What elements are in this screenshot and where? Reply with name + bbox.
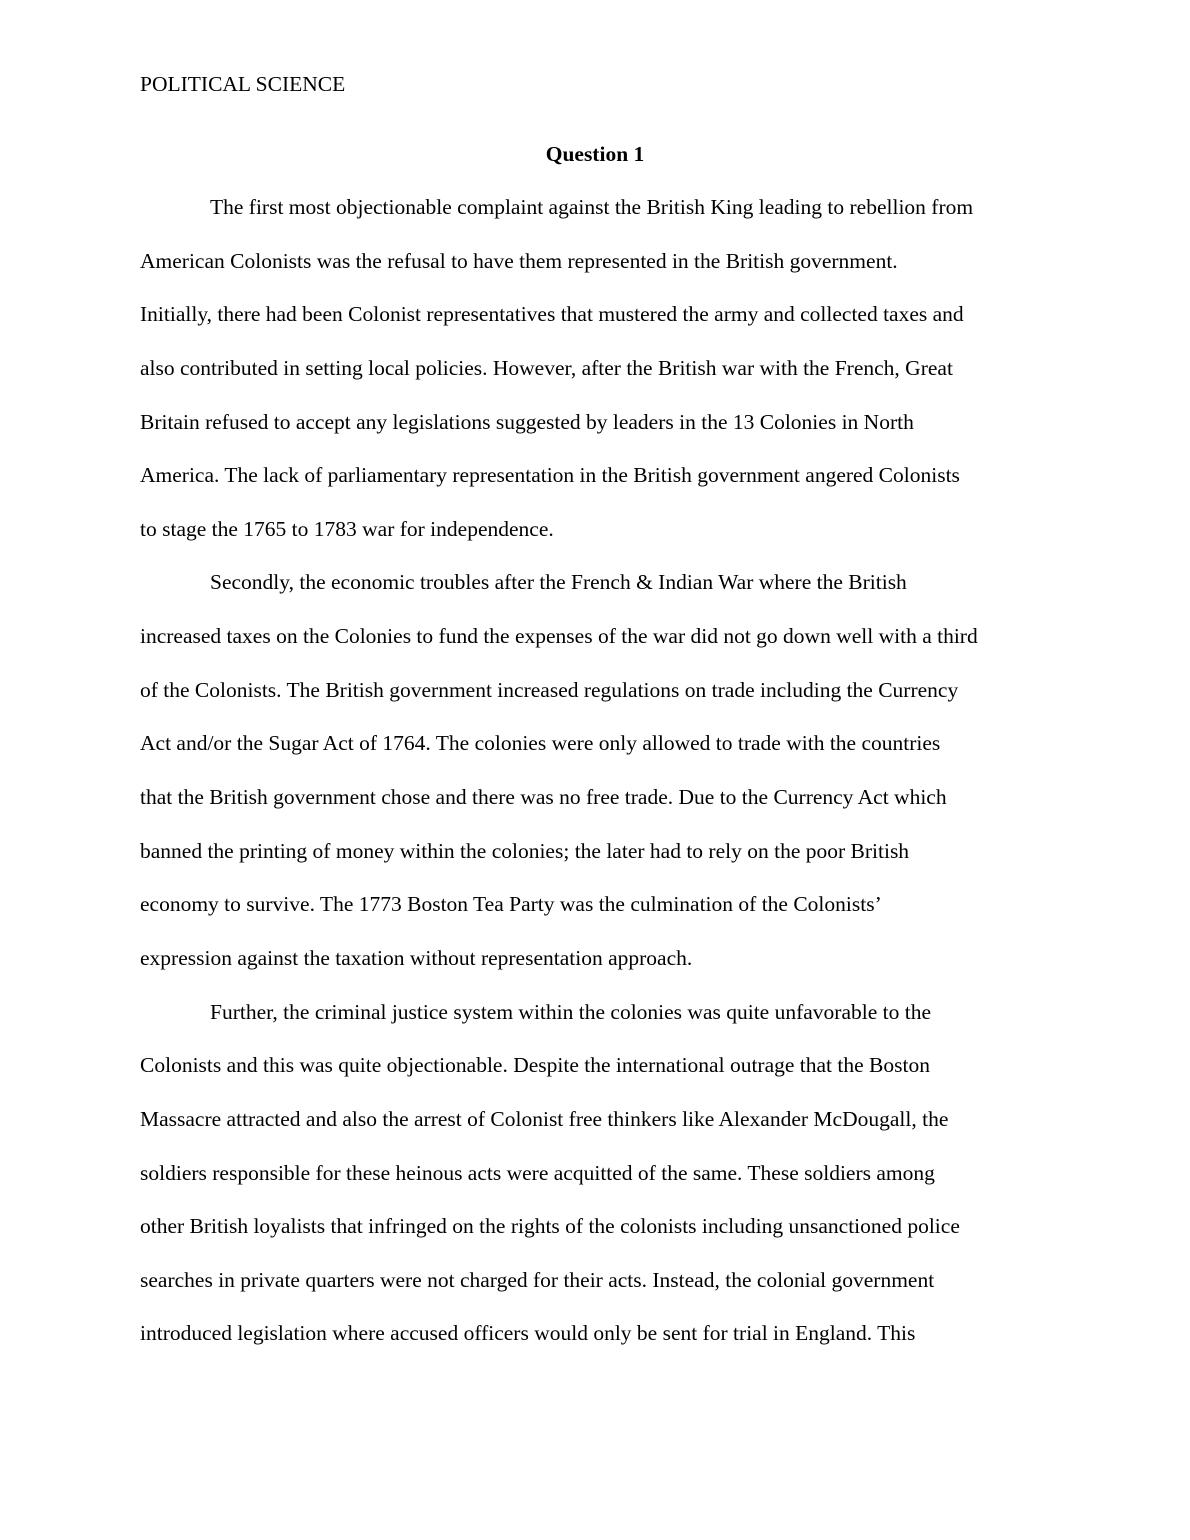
text-line: of the Colonists. The British government increased regulations on trade including the Currency <box>140 677 959 702</box>
question-title: Question 1 <box>545 142 645 166</box>
text-line: Act and/or the Sugar Act of 1764. The colonies were only allowed to trade with the countries <box>140 731 941 756</box>
paragraph-2 <box>140 556 1060 985</box>
text-line: searches in private quarters were not charged for their acts. Instead, the colonial government <box>140 1267 935 1292</box>
text-line: American Colonists was the refusal to have them represented in the British government. <box>140 248 898 273</box>
text-line: Colonists and this was quite objectionable. Despite the international outrage that the Boston <box>140 1053 930 1078</box>
text-line: Further, the criminal justice system within the colonies was quite unfavorable to the <box>210 999 932 1024</box>
text-line: economy to survive. The 1773 Boston Tea Party was the culmination of the Colonists’ <box>140 892 882 917</box>
text-line: that the British government chose and there was no free trade. Due to the Currency Act which <box>140 785 947 810</box>
text-line: to stage the 1765 to 1783 war for independence. <box>140 516 554 541</box>
text-line: expression against the taxation without representation approach. <box>140 945 693 970</box>
text-line: banned the printing of money within the colonies; the later had to rely on the poor British <box>140 838 910 863</box>
text-line: introduced legislation where accused officers would only be sent for trial in England. This <box>140 1321 916 1346</box>
paragraph-1 <box>140 181 1060 556</box>
text-line: soldiers responsible for these heinous acts were acquitted of the same. These soldiers among <box>140 1160 935 1185</box>
document-body <box>140 181 1060 1361</box>
text-line: increased taxes on the Colonies to fund the expenses of the war did not go down well with a third <box>140 624 978 649</box>
text-line: Initially, there had been Colonist representatives that mustered the army and collected taxes and <box>140 302 964 327</box>
text-line: Massacre attracted and also the arrest of Colonist free thinkers like Alexander McDougall, the <box>140 1106 949 1131</box>
text-line: Secondly, the economic troubles after the French & Indian War where the British <box>210 570 907 595</box>
running-head: POLITICAL SCIENCE <box>140 72 346 96</box>
text-line: The first most objectionable complaint against the British King leading to rebellion from <box>210 195 974 219</box>
text-line: other British loyalists that infringed on the rights of the colonists including unsanctioned police <box>140 1214 960 1239</box>
text-line: also contributed in setting local policies. However, after the British war with the French, Great <box>140 355 953 380</box>
text-line: America. The lack of parliamentary representation in the British government angered Colonists <box>140 463 960 488</box>
text-line: Britain refused to accept any legislations suggested by leaders in the 13 Colonies in North <box>140 409 914 434</box>
paragraph-3 <box>140 986 1060 1361</box>
